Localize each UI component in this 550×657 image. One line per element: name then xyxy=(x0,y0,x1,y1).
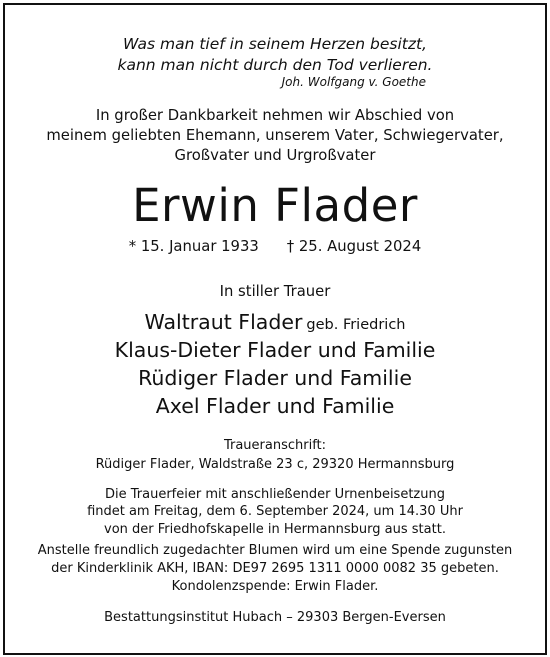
service-line: findet am Freitag, dem 6. September 2024, um 14.30 Uhr xyxy=(87,504,463,519)
quote-line: kann man nicht durch den Tod verlieren. xyxy=(117,56,433,74)
deceased-name: Erwin Flader xyxy=(132,179,418,232)
death-date: † 25. August 2024 xyxy=(286,238,422,255)
address-label: Traueranschrift: xyxy=(223,438,327,453)
funeral-home: Bestattungsinstitut Hubach – 29303 Bergen-Eversen xyxy=(104,610,446,625)
quote-line: Was man tief in seinem Herzen besitzt, xyxy=(123,35,427,53)
mourner-line: Rüdiger Flader und Familie xyxy=(138,366,412,390)
birth-date: * 15. Januar 1933 xyxy=(128,238,259,255)
maiden-name-note: geb. Friedrich xyxy=(306,317,406,333)
donation-line: Kondolenzspende: Erwin Flader. xyxy=(171,579,379,594)
donation-line: Anstelle freundlich zugedachter Blumen wird um eine Spende zugunsten xyxy=(37,543,513,558)
service-line: von der Friedhofskapelle in Hermannsburg aus statt. xyxy=(104,522,446,537)
mourner-line xyxy=(0,309,550,338)
intro-line: Großvater und Urgroßvater xyxy=(174,147,376,164)
quote-author: Joh. Wolfgang v. Goethe xyxy=(281,75,426,89)
mourner-line: Axel Flader und Familie xyxy=(155,394,395,418)
address-value: Rüdiger Flader, Waldstraße 23 c, 29320 Hermannsburg xyxy=(95,457,455,472)
mourner-line: Klaus-Dieter Flader und Familie xyxy=(114,338,436,362)
service-line: Die Trauerfeier mit anschließender Urnenbeisetzung xyxy=(105,487,445,502)
intro-line: meinem geliebten Ehemann, unserem Vater, Schwiegervater, xyxy=(46,127,504,144)
mourning-label: In stiller Trauer xyxy=(219,283,331,300)
mourner-name: Waltraut Flader xyxy=(144,310,303,334)
intro-line: In großer Dankbarkeit nehmen wir Abschied von xyxy=(95,107,455,124)
life-dates xyxy=(0,237,550,257)
donation-line: der Kinderklinik AKH, IBAN: DE97 2695 1311 0000 0082 35 gebeten. xyxy=(51,561,499,576)
